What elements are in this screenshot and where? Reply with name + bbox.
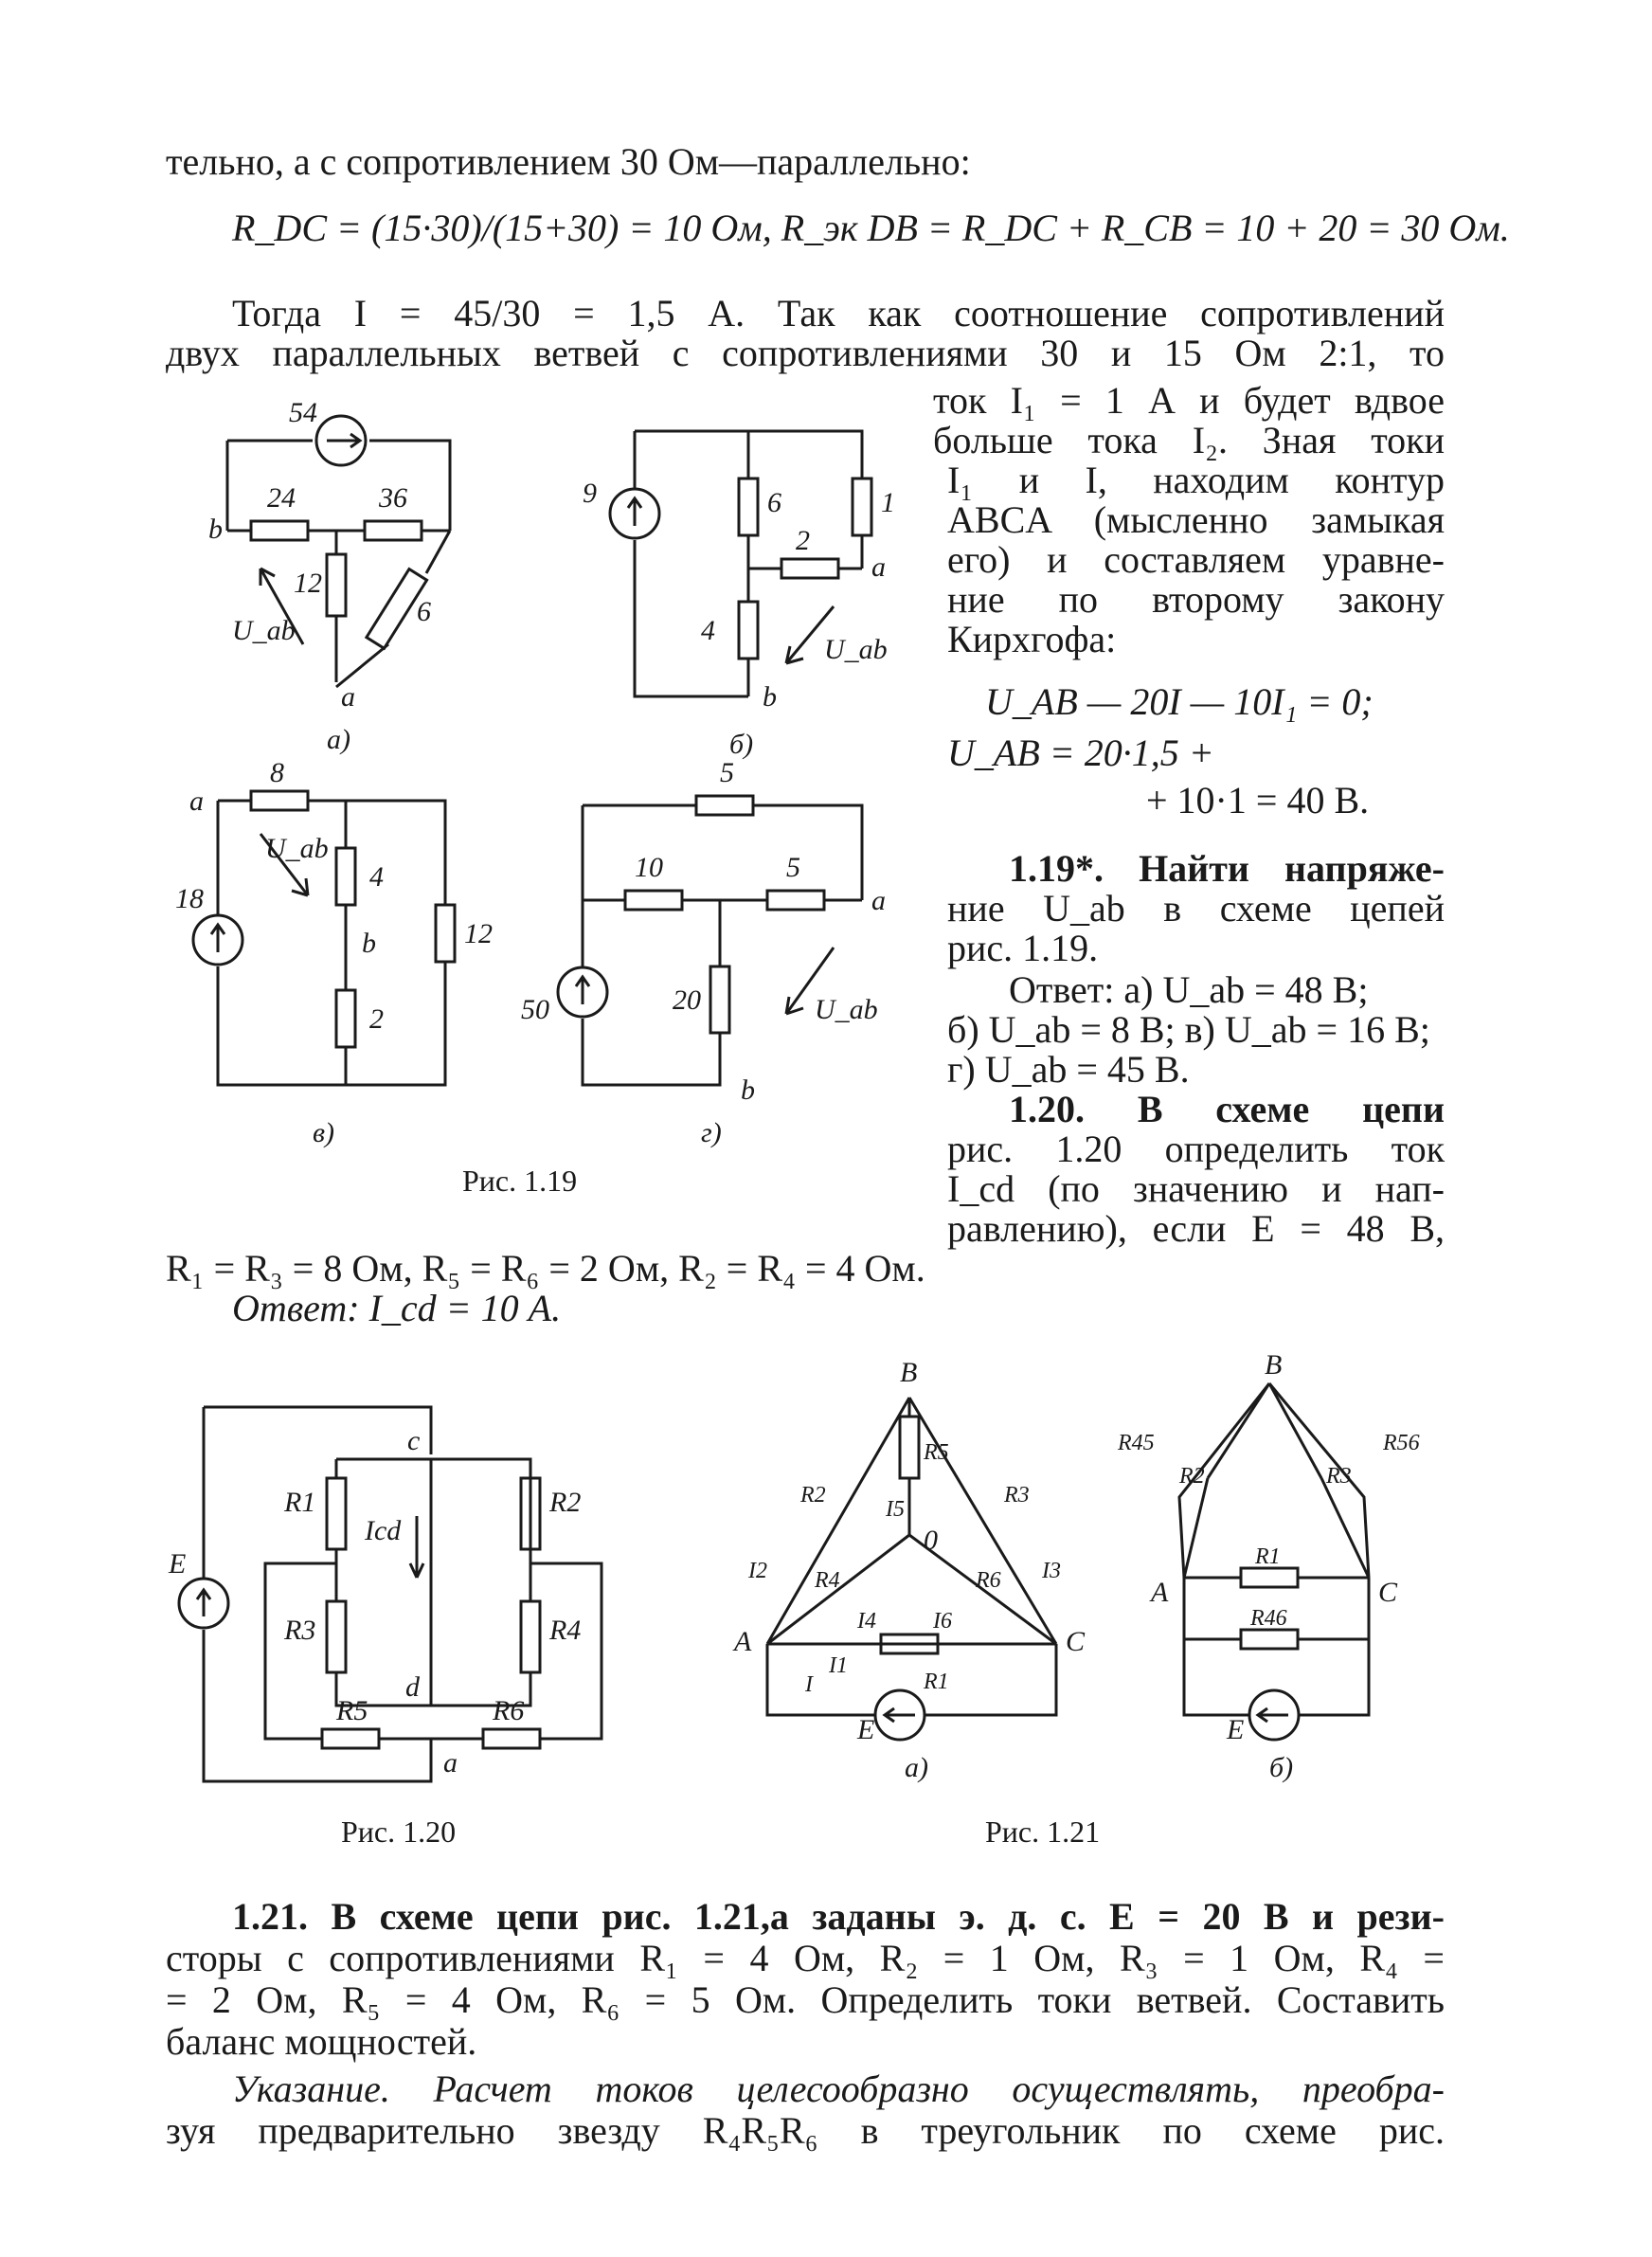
fig120-R3: R3 [284,1615,316,1646]
fig119b-src-label: 9 [583,478,597,509]
fig121a-node-O: 0 [924,1525,938,1556]
text-line-1: тельно, а с сопротивлением 30 Ом—параллельно: [166,140,971,183]
fig120-node-c: c [407,1425,421,1456]
fig119b-node-a: a [871,551,886,583]
fig121a-R3: R3 [1004,1483,1030,1508]
equation-1: U_AB — 20I — 10I₁ = 0; [985,680,1374,723]
fig120-R1: R1 [284,1487,316,1518]
fig121a-R6: R6 [976,1568,1001,1593]
fig119c-volt-label: U_ab [265,833,329,864]
answer-1-20: Ответ: I_cd = 10 А. [232,1287,562,1329]
text-right-6: ние по второму закону [947,578,1445,621]
problem-1-19-line3: рис. 1.19. [947,927,1099,969]
text-right-3: I₁ и I, находим контур [947,459,1445,501]
fig120-R6: R6 [493,1695,525,1726]
fig121a-I: I [805,1672,813,1697]
fig121a-I2: I2 [748,1559,767,1583]
fig119d-node-b: b [741,1074,755,1106]
fig121b-R1: R1 [1255,1544,1281,1569]
fig121a-R2: R2 [800,1483,826,1508]
text-right-4: ABCA (мысленно замыкая [947,498,1445,541]
fig119c-r4-label: 12 [464,918,493,949]
text-line-3: Тогда I = 45/30 = 1,5 А. Так как соотношение сопротивлений [232,292,1445,334]
equation-3: + 10·1 = 40 В. [1146,779,1370,822]
fig121a-I6: I6 [933,1609,952,1634]
caption-fig-1-19: Рис. 1.19 [462,1164,578,1198]
fig120-E: E [169,1548,187,1580]
fig121b-node-B: B [1265,1349,1283,1381]
problem-1-20-line2: рис. 1.20 определить ток [947,1128,1445,1170]
fig121a-sublabel: а) [905,1752,928,1783]
problem-1-21-line1: 1.21. В схеме цепи рис. 1.21,а заданы э. д. с. E = 20 В и рези- [232,1895,1445,1938]
fig119b-r3-label: 2 [796,525,810,556]
fig120-Icd: Icd [365,1515,402,1546]
problem-1-21-line3: = 2 Ом, R₅ = 4 Ом, R₆ = 5 Ом. Определить токи ветвей. Составить [166,1978,1445,2021]
fig119d-r1-label: 5 [720,757,734,788]
fig121a-I4: I4 [857,1609,876,1634]
fig121b-R2: R2 [1179,1464,1205,1489]
fig119b-r2-label: 1 [881,487,895,518]
problem-1-21-line2: сторы с сопротивлениями R₁ = 4 Ом, R₂ = 1 Ом, R₃ = 1 Ом, R₄ = [166,1937,1445,1979]
hint-line1: Указание. Расчет токов целесообразно осуществлять, преобра- [232,2067,1445,2110]
fig120-node-a: a [443,1747,458,1779]
fig119d-r4-label: 20 [673,984,701,1016]
caption-fig-1-21: Рис. 1.21 [985,1815,1101,1849]
fig121b-node-A: A [1151,1577,1169,1608]
fig119b-volt-label: U_ab [824,634,888,665]
fig121b-R56: R56 [1383,1431,1420,1455]
text-right-7: Кирхгофа: [947,618,1117,660]
problem-1-21-line4: баланс мощностей. [166,2020,477,2063]
fig121b-R45: R45 [1118,1431,1155,1455]
hint-line2: зуя предварительно звезду R₄R₅R₆ в треугольник по схеме рис. [166,2109,1445,2152]
fig119c-src-label: 18 [175,883,204,914]
problem-1-20-line1: 1.20. В схеме цепи [1009,1088,1445,1130]
fig119c-node-b: b [362,928,376,959]
fig121a-I3: I3 [1042,1559,1061,1583]
fig121a-R4: R4 [815,1568,840,1593]
fig119a-node-b: b [208,514,223,545]
fig121a-E: E [857,1714,875,1745]
problem-1-20-line5: R₁ = R₃ = 8 Ом, R₅ = R₆ = 2 Ом, R₂ = R₄ = 4 Ом. [166,1247,925,1290]
fig121a-node-A: A [734,1626,752,1657]
fig121a-node-B: B [900,1357,918,1388]
fig119a-r4-label: 6 [417,596,431,627]
problem-1-20-line3: I_cd (по значению и нап- [947,1167,1445,1210]
fig119a-src-label: 54 [289,397,317,428]
fig120-R2: R2 [549,1487,582,1518]
text-line-4: двух параллельных ветвей с сопротивлениями 30 и 15 Ом 2:1, то [166,332,1445,374]
fig121b-E: E [1227,1714,1245,1745]
answer-1-19-line1: Ответ: а) U_ab = 48 В; [1009,968,1369,1011]
fig119b-sublabel: б) [729,729,754,760]
fig119a-r1-label: 24 [267,482,296,514]
fig119b-r4-label: 4 [701,615,715,646]
fig119a-r2-label: 36 [379,482,407,514]
fig121a-R1: R1 [924,1670,949,1694]
fig119a-r3-label: 12 [294,568,322,599]
answer-1-19-line3: г) U_ab = 45 В. [947,1048,1190,1091]
fig119b-r1-label: 6 [767,487,781,518]
fig120-R5: R5 [336,1695,368,1726]
answer-1-19-line2: б) U_ab = 8 В; в) U_ab = 16 В; [947,1008,1430,1051]
fig121a-node-C: C [1066,1626,1086,1657]
fig121a-I1: I1 [829,1653,848,1678]
fig119d-r3-label: 5 [786,852,800,883]
fig119c-sublabel: в) [313,1117,335,1148]
fig121b-R3: R3 [1326,1464,1352,1489]
equation-2: U_AB = 20·1,5 + [947,731,1214,774]
fig119a-node-a: a [341,681,355,713]
problem-1-19-line1: 1.19*. Найти напряже- [1009,847,1445,890]
fig119c-r1-label: 8 [270,757,284,788]
fig119c-r2-label: 4 [369,861,384,893]
fig119b-node-b: b [763,681,777,713]
fig120-node-d: d [405,1671,420,1703]
caption-fig-1-20: Рис. 1.20 [341,1815,457,1849]
text-right-5: его) и составляем уравне- [947,538,1445,581]
problem-1-20-line4: равлению), если E = 48 В, [947,1207,1445,1250]
fig121a-R5: R5 [924,1440,949,1465]
fig121b-sublabel: б) [1269,1752,1294,1783]
formula-rdc: R_DC = (15·30)/(15+30) = 10 Ом, R_эк DB = R_DC + R_CB = 10 + 20 = 30 Ом. [232,207,1510,249]
fig119d-volt-label: U_ab [815,994,878,1025]
fig119c-node-a: a [189,785,204,817]
fig121b-node-C: C [1378,1577,1398,1608]
problem-1-19-line2: ние U_ab в схеме цепей [947,887,1445,930]
fig119d-src-label: 50 [521,994,549,1025]
fig119c-r3-label: 2 [369,1003,384,1035]
fig119d-node-a: a [871,885,886,916]
fig119a-sublabel: а) [327,724,350,755]
fig119d-sublabel: г) [701,1117,722,1148]
text-right-1: ток I₁ = 1 А и будет вдвое [933,379,1445,422]
fig119a-volt-label: U_ab [232,615,296,646]
fig119d-r2-label: 10 [635,852,663,883]
fig121a-I5: I5 [886,1497,905,1522]
text-right-2: больше тока I₂. Зная токи [933,419,1445,461]
fig120-R4: R4 [549,1615,582,1646]
fig121b-R46: R46 [1250,1606,1287,1631]
